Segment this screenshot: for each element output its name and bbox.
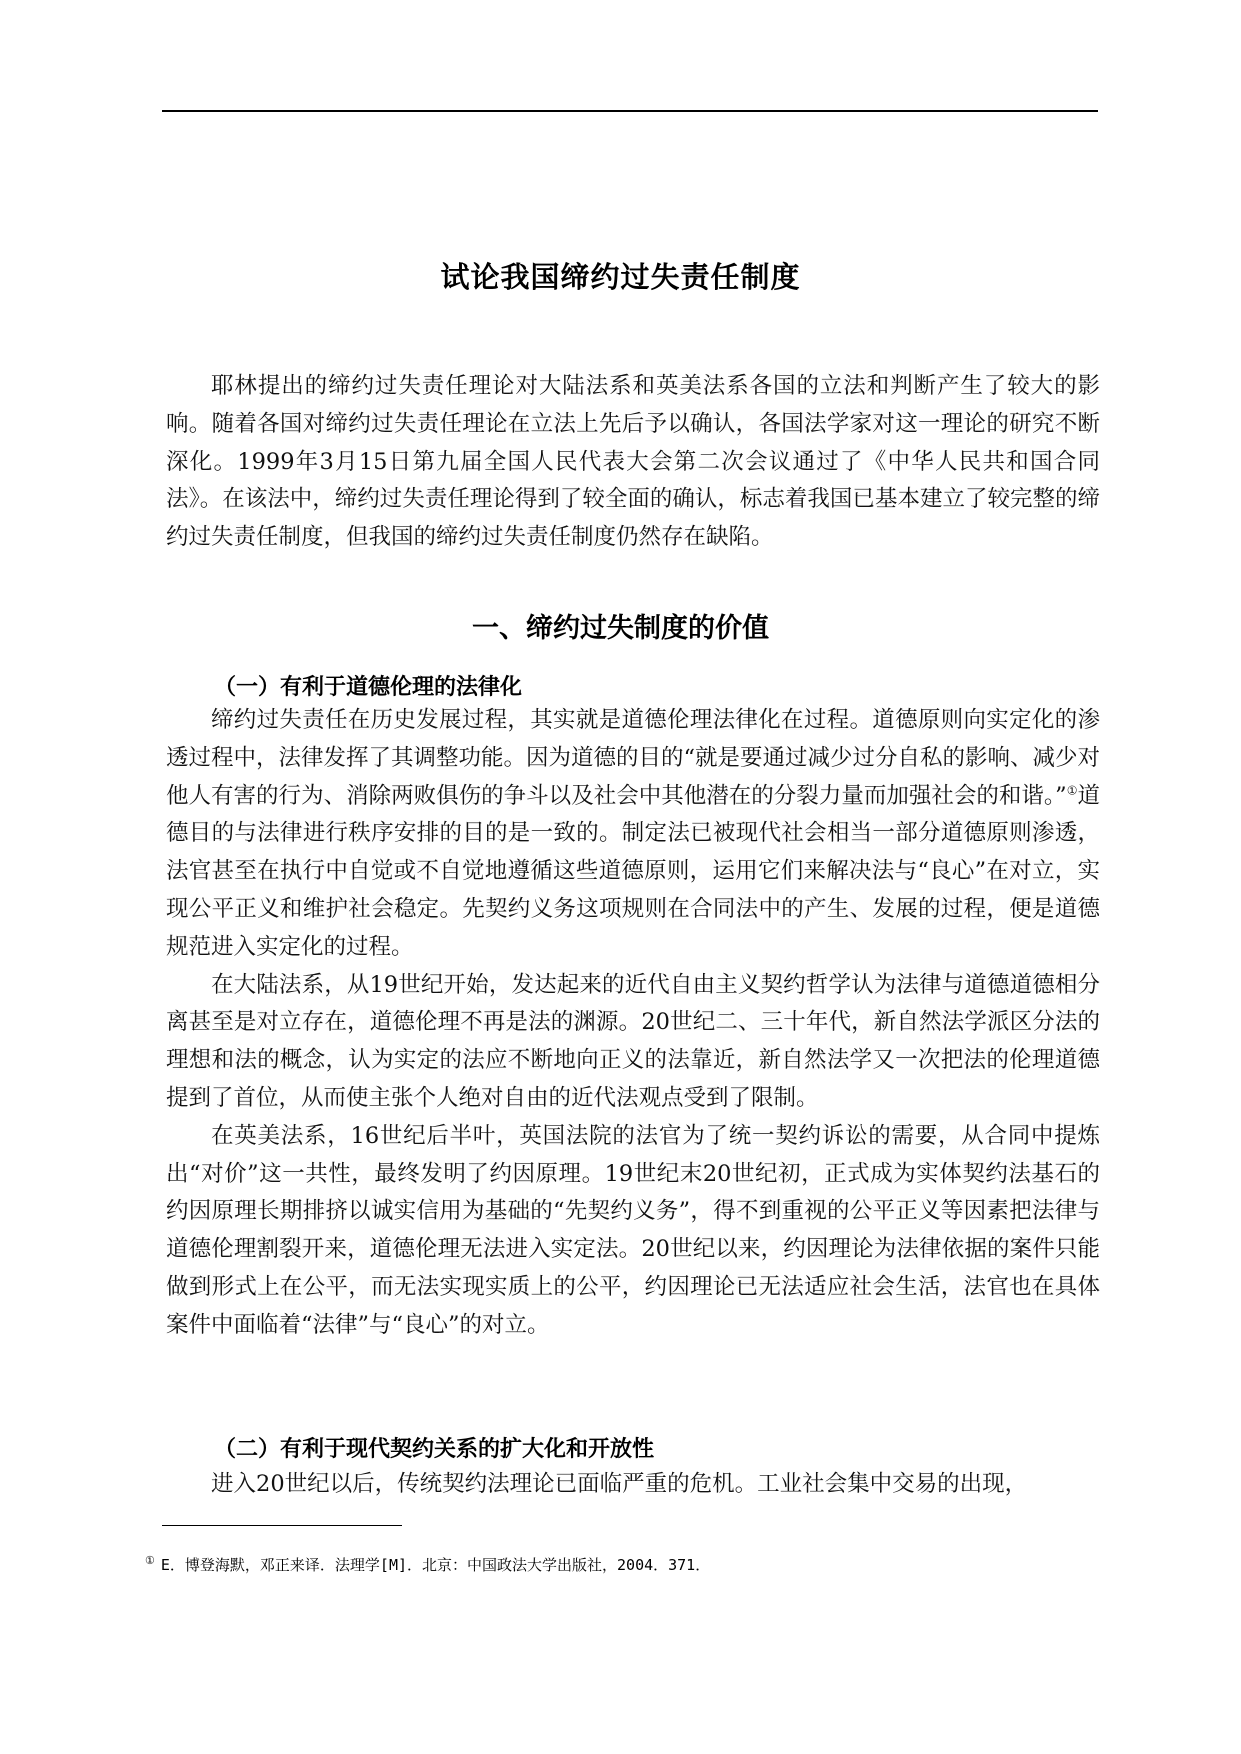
footnote-mark: ①	[145, 1554, 155, 1567]
paragraph-text: 缔约过失责任在历史发展过程，其实就是道德伦理法律化在过程。道德原则向实定化的渗透过程中，法律发挥了其调整功能。因为道德的目的“就是要通过减少过分自私的影响、减少对他人有害的行为、消除两败俱伤的争斗以及社会中其他潜在的分裂力量而加强社会的和谐。”	[166, 707, 1101, 809]
footnote-rule	[162, 1525, 402, 1526]
footnote	[145, 1554, 710, 1575]
footnote-reference[interactable]: ①	[1066, 783, 1078, 798]
subsection-2-body	[166, 1466, 1100, 1504]
document-title: 试论我国缔约过失责任制度	[440, 260, 801, 294]
paragraph: 进入20世纪以后，传统契约法理论已面临严重的危机。工业社会集中交易的出现，	[211, 1471, 1028, 1497]
paragraph: 在大陆法系，从19世纪开始，发达起来的近代自由主义契约哲学认为法律与道德道德相分离甚至是对立存在，道德伦理不再是法的渊源。20世纪二、三十年代，新自然法学派区分法的理想和法的概念，认为实定的法应不断地向正义的法靠近，新自然法学又一次把法的伦理道德提到了首位，从而使主张个人绝对自由的近代法观点受到了限制。	[166, 971, 1100, 1111]
section-heading: 一、缔约过失制度的价值	[472, 613, 769, 644]
subsection-heading-1: （一）有利于道德伦理的法律化	[214, 675, 523, 700]
header-rule	[162, 110, 1098, 112]
subsection-heading-2: （二）有利于现代契约关系的扩大化和开放性	[214, 1437, 655, 1462]
intro-paragraph: 耶林提出的缔约过失责任理论对大陆法系和英美法系各国的立法和判断产生了较大的影响。随着各国对缔约过失责任理论在立法上先后予以确认，各国法学家对这一理论的研究不断深化。1999年3月15日第九届全国人民代表大会第二次会议通过了《中华人民共和国合同法》。在该法中，缔约过失责任理论得到了较全面的确认，标志着我国已基本建立了较完整的缔约过失责任制度，但我国的缔约过失责任制度仍然存在缺陷。	[166, 373, 1100, 551]
footnote-text: E．博登海默，邓正来译．法理学[M]．北京：中国政法大学出版社，2004．371．	[160, 1556, 711, 1574]
paragraph-text: 道德目的与法律进行秩序安排的目的是一致的。制定法已被现代社会相当一部分道德原则渗透，法官甚至在执行中自觉或不自觉地遵循这些道德原则，运用它们来解决法与“良心”在对立，实现公平正义和维护社会稳定。先契约义务这项规则在合同法中的产生、发展的过程，便是道德规范进入实定化的过程。	[166, 782, 1100, 960]
paragraph	[166, 702, 1100, 967]
subsection-1-body	[166, 702, 1100, 1345]
intro-block	[166, 368, 1100, 557]
paragraph: 在英美法系，16世纪后半叶，英国法院的法官为了统一契约诉讼的需要，从合同中提炼出“对价”这一共性，最终发明了约因原理。19世纪末20世纪初，正式成为实体契约法基石的约因原理长期排挤以诚实信用为基础的“先契约义务”，得不到重视的公平正义等因素把法律与道德伦理割裂开来，道德伦理无法进入实定法。20世纪以来，约因理论为法律依据的案件只能做到形式上在公平，而无法实现实质上的公平，约因理论已无法适应社会生活，法官也在具体案件中面临着“法律”与“良心”的对立。	[166, 1122, 1100, 1338]
